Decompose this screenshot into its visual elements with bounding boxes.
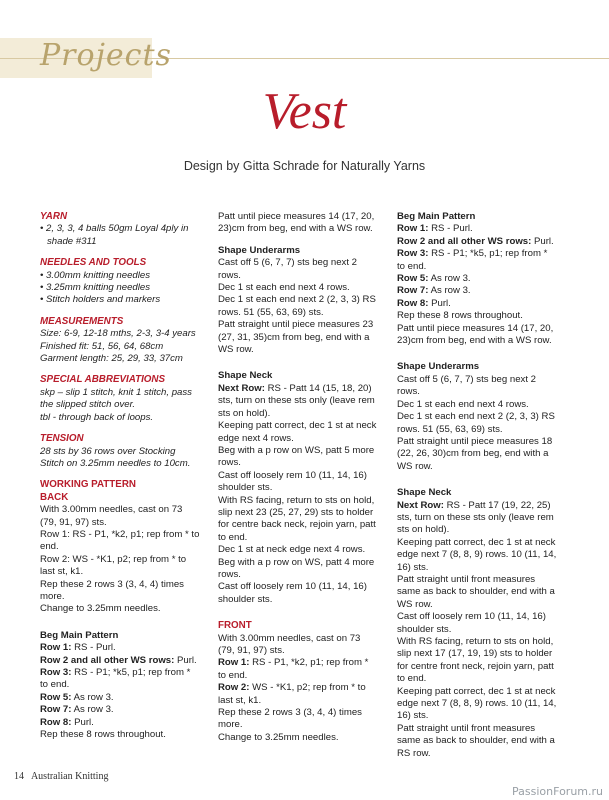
back-line: With 3.00mm needles, cast on 73 (79, 91, 97) sts.: [40, 504, 183, 528]
back-line: Row 2: WS - *K1, p2; rep from * to last st, k1.: [40, 553, 187, 578]
front-row: Row 1: RS - P1, *k2, p1; rep from * to end.: [218, 657, 369, 681]
yarn-heading: YARN: [40, 211, 68, 222]
neck-line: Beg with a p row on WS, patt 5 more rows.: [218, 444, 375, 469]
pattern-row: Row 2 and all other WS rows: Purl.: [397, 235, 554, 247]
tension-heading: TENSION: [40, 433, 84, 445]
front-line: Change to 3.25mm needles.: [218, 731, 339, 743]
neck-line: Cast off loosely rem 10 (11, 14, 16) shoulder sts.: [218, 469, 367, 494]
neck-line: Cast off loosely rem 10 (11, 14, 16) shoulder sts.: [218, 581, 367, 605]
underarm-line: Cast off 5 (6, 7, 7) sts beg next 2 rows.: [218, 257, 358, 281]
needles-item: • Stitch holders and markers: [40, 294, 161, 306]
page-footer: [14, 771, 108, 782]
underarm-line: Cast off 5 (6, 7, 7) sts beg next 2 rows.: [397, 373, 537, 398]
pattern-line: Patt until piece measures 14 (17, 20, 23)cm from beg, end with a WS row.: [397, 322, 554, 347]
page-number: 14: [14, 771, 24, 782]
beg-main-pattern-heading: Beg Main Pattern: [40, 629, 119, 641]
front-cast-on: With 3.00mm needles, cast on 73 (79, 91, 97) sts.: [218, 632, 361, 656]
underarm-line: Dec 1 st each end next 2 (2, 3, 3) RS rows. 51 (55, 63, 69) sts.: [397, 411, 555, 435]
measurements-heading: MEASUREMENTS: [40, 315, 124, 327]
shape-underarms-heading: Shape Underarms: [218, 244, 301, 256]
pattern-row: Row 1: RS - Purl.: [40, 642, 116, 654]
neck-line: Patt straight until front measures same as back to shoulder, end with a RS row.: [397, 722, 555, 759]
pattern-row: Row 3: RS - P1; *k5, p1; rep from * to end.: [40, 667, 191, 691]
abbreviation-line: tbl - through back of loops.: [40, 411, 154, 423]
abbreviations-heading: SPECIAL ABBREVIATIONS: [40, 374, 166, 386]
watermark: PassionForum.ru: [512, 785, 603, 798]
publication-name: Australian Knitting: [30, 771, 109, 782]
pattern-row: Row 1: RS - Purl.: [397, 223, 473, 235]
column-3: [397, 211, 557, 760]
underarm-line: Dec 1 st each end next 2 (2, 3, 3) RS rows. 51 (55, 63, 69) sts.: [218, 294, 376, 318]
neck-line: With RS facing, return to sts on hold, slip next 23 (25, 27, 29) sts to holder for centre back neck, rejoin yarn, patt to end.: [218, 494, 376, 543]
pattern-row: Row 5: As row 3.: [397, 273, 471, 285]
back-line: Rep these 2 rows 3 (3, 4, 4) times more.: [40, 578, 184, 602]
neck-line: Keeping patt correct, dec 1 st at neck edge next 4 rows.: [218, 420, 377, 444]
yarn-item: • 2, 3, 3, 4 balls 50gm Loyal 4ply in shade #311: [40, 223, 189, 247]
back-heading: BACK: [40, 491, 69, 503]
byline: Design by Gitta Schrade for Naturally Yarns: [183, 159, 426, 173]
front-line: Rep these 2 rows 3 (3, 4, 4) times more.: [218, 707, 362, 731]
pattern-row: Row 8: Purl.: [40, 716, 94, 728]
pattern-row: Row 7: As row 3.: [397, 285, 471, 297]
underarm-line: Patt straight until piece measures 18 (22, 26, 30)cm from beg, end with a WS row.: [397, 435, 553, 472]
shape-neck-heading: Shape Neck: [397, 487, 452, 499]
pattern-row: Row 5: As row 3.: [40, 691, 114, 703]
shape-neck-heading: Shape Neck: [218, 370, 273, 382]
tension-text: 28 sts by 36 rows over Stocking Stitch on 3.25mm needles to 10cm.: [40, 445, 191, 469]
measurement-line: Finished fit: 51, 56, 64, 68cm: [40, 340, 164, 352]
underarm-line: Dec 1 st each end next 4 rows.: [218, 282, 350, 294]
next-row: Next Row: RS - Patt 17 (19, 22, 25) sts, turn on these sts only (leave rem sts on hold).: [397, 499, 554, 536]
page-title: Vest: [262, 83, 347, 140]
column-1: [40, 211, 200, 741]
beg-main-pattern-heading: Beg Main Pattern: [397, 211, 476, 222]
pattern-row: Row 7: As row 3.: [40, 704, 114, 716]
neck-line: Keeping patt correct, dec 1 st at neck edge next 7 (8, 8, 9) rows. 10 (11, 14, 16) sts.: [397, 685, 557, 722]
pattern-repeat-note: Rep these 8 rows throughout.: [40, 729, 166, 741]
front-heading: FRONT: [218, 620, 252, 632]
back-line: Change to 3.25mm needles.: [40, 603, 161, 615]
underarm-line: Patt straight until piece measures 23 (27, 31, 35)cm from beg, end with a WS row.: [218, 319, 374, 356]
neck-line: Patt straight until front measures same as back to shoulder, end with a WS row.: [397, 573, 555, 610]
front-row: Row 2: WS - *K1, p2; rep from * to last st, k1.: [218, 682, 366, 706]
pattern-row: Row 2 and all other WS rows: Purl.: [40, 654, 197, 666]
needles-item: • 3.25mm knitting needles: [40, 282, 151, 294]
pattern-row: Row 3: RS - P1; *k5, p1; rep from * to end.: [397, 248, 548, 272]
measurement-line: Size: 6-9, 12-18 mths, 2-3, 3-4 years: [40, 328, 196, 340]
neck-line: With RS facing, return to sts on hold, slip next 17 (17, 19, 19) sts to holder for centre front neck, rejoin yarn, patt to end.: [397, 636, 554, 685]
working-pattern-heading: WORKING PATTERN: [40, 479, 136, 491]
pattern-line: Rep these 8 rows throughout.: [397, 310, 523, 322]
column-2: [218, 211, 378, 744]
abbreviation-line: skp – slip 1 stitch, knit 1 stitch, pass the slipped stitch over.: [40, 386, 192, 411]
pattern-row: Row 8: Purl.: [397, 297, 451, 309]
measurement-line: Garment length: 25, 29, 33, 37cm: [40, 353, 183, 365]
neck-line: Cast off loosely rem 10 (11, 14, 16) shoulder sts.: [397, 611, 546, 635]
shape-underarms-heading: Shape Underarms: [397, 361, 480, 373]
underarm-line: Dec 1 st each end next 4 rows.: [397, 398, 529, 410]
neck-line: Keeping patt correct, dec 1 st at neck edge next 7 (8, 8, 9) rows. 10 (11, 14, 16) sts.: [397, 536, 557, 573]
neck-line: Beg with a p row on WS, patt 4 more rows.: [218, 556, 375, 580]
neck-line: Dec 1 st at neck edge next 4 rows.: [218, 544, 366, 556]
needles-item: • 3.00mm knitting needles: [40, 269, 151, 281]
needles-heading: NEEDLES AND TOOLS: [40, 257, 147, 269]
next-row: Next Row: RS - Patt 14 (15, 18, 20) sts, turn on these sts only (leave rem sts on hold).: [218, 382, 375, 419]
col2-intro: Patt until piece measures 14 (17, 20, 23)cm from beg, end with a WS row.: [218, 211, 375, 235]
section-tag: Projects: [40, 38, 172, 73]
back-line: Row 1: RS - P1, *k2, p1; rep from * to end.: [40, 528, 200, 553]
